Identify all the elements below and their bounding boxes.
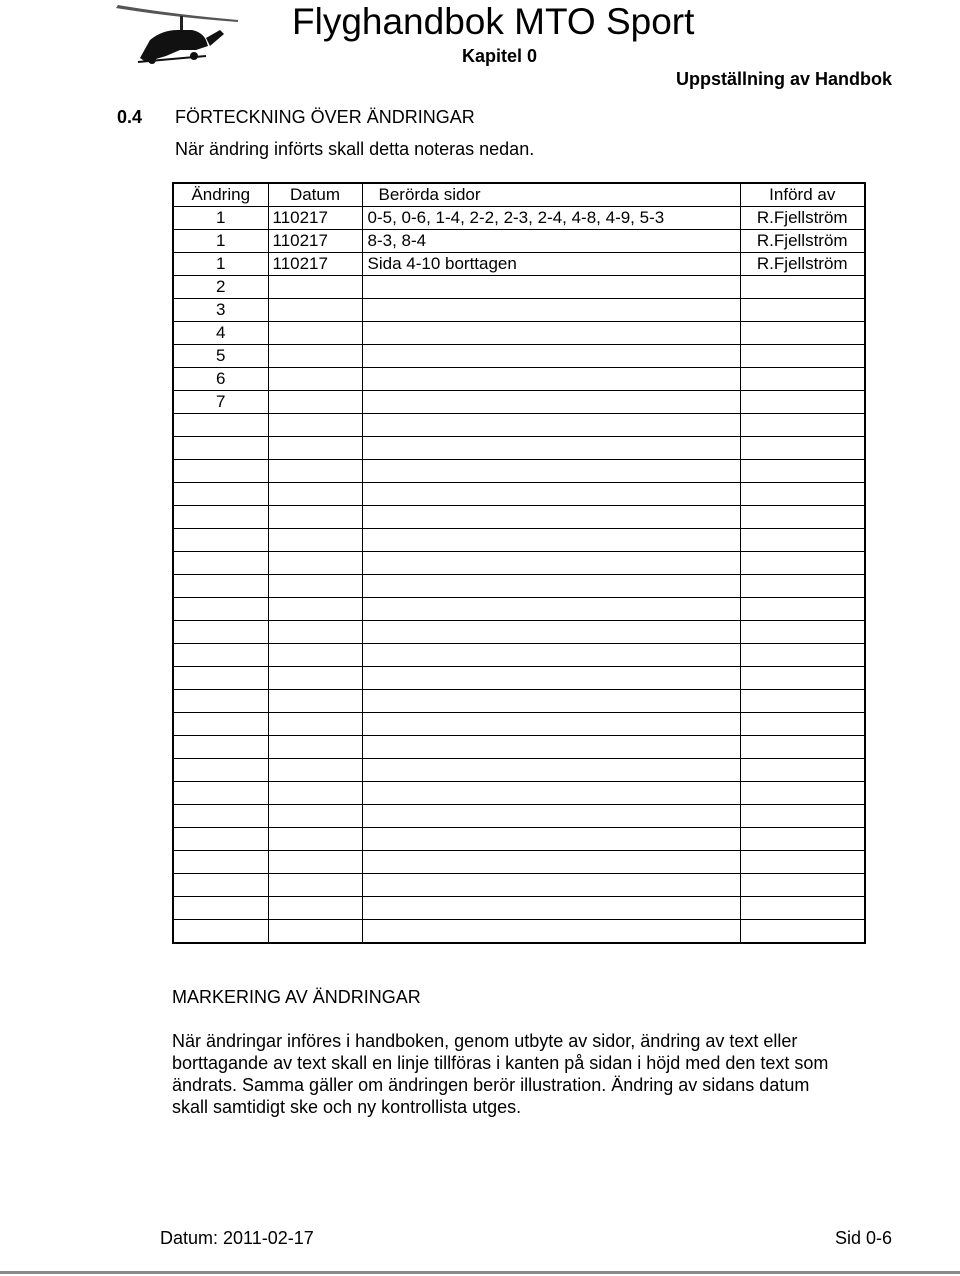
table-row — [173, 322, 865, 345]
column-header-pages: Berörda sidor — [362, 183, 740, 207]
marking-heading: MARKERING AV ÄNDRINGAR — [172, 987, 421, 1007]
column-header-date: Datum — [268, 183, 362, 207]
table-row — [173, 299, 865, 322]
footer-rule — [0, 1271, 960, 1274]
column-header-entered-by: Införd av — [740, 183, 865, 207]
empty-cell — [173, 552, 268, 575]
empty-cell — [740, 506, 865, 529]
empty-cell — [740, 667, 865, 690]
row-date — [268, 276, 362, 299]
empty-cell — [740, 414, 865, 437]
row-date — [268, 391, 362, 414]
row-change-number: 6 — [173, 368, 268, 391]
empty-cell — [362, 621, 740, 644]
row-pages — [362, 391, 740, 414]
empty-cell — [740, 598, 865, 621]
marking-line: skall samtidigt ske och ny kontrollista utges. — [172, 1097, 522, 1117]
change-log-table — [172, 182, 866, 944]
empty-cell — [362, 828, 740, 851]
row-change-number: 1 — [173, 207, 268, 230]
empty-cell — [362, 483, 740, 506]
empty-cell — [740, 897, 865, 920]
empty-cell — [173, 460, 268, 483]
table-row-empty — [173, 736, 865, 759]
row-date — [268, 345, 362, 368]
row-date: 110217 — [268, 230, 362, 253]
table-row-empty — [173, 437, 865, 460]
empty-cell — [268, 414, 362, 437]
table-row-empty — [173, 644, 865, 667]
chapter-label: Kapitel 0 — [462, 46, 538, 66]
table-row-empty — [173, 621, 865, 644]
empty-cell — [173, 828, 268, 851]
empty-cell — [173, 414, 268, 437]
section-subtitle: Uppställning av Handbok — [675, 69, 892, 89]
marking-line: När ändringar införes i handboken, genom utbyte av sidor, ändring av text eller — [172, 1031, 798, 1051]
empty-cell — [173, 874, 268, 897]
table-row — [173, 345, 865, 368]
row-date: 110217 — [268, 253, 362, 276]
empty-cell — [268, 690, 362, 713]
row-change-number: 2 — [173, 276, 268, 299]
table-row — [173, 391, 865, 414]
empty-cell — [173, 644, 268, 667]
empty-cell — [740, 828, 865, 851]
empty-cell — [173, 782, 268, 805]
empty-cell — [268, 851, 362, 874]
row-pages — [362, 299, 740, 322]
table-row — [173, 368, 865, 391]
table-row — [173, 253, 865, 276]
empty-cell — [268, 460, 362, 483]
empty-cell — [268, 713, 362, 736]
empty-cell — [362, 598, 740, 621]
empty-cell — [268, 920, 362, 944]
table-row-empty — [173, 805, 865, 828]
table-row-empty — [173, 713, 865, 736]
empty-cell — [268, 897, 362, 920]
table-row-empty — [173, 920, 865, 944]
empty-cell — [362, 759, 740, 782]
row-pages: 8-3, 8-4 — [362, 230, 740, 253]
empty-cell — [740, 644, 865, 667]
footer-page-number: Sid 0-6 — [834, 1228, 892, 1248]
table-row-empty — [173, 506, 865, 529]
empty-cell — [740, 713, 865, 736]
row-entered-by — [740, 299, 865, 322]
section-heading — [117, 105, 475, 129]
empty-cell — [740, 736, 865, 759]
table-row-empty — [173, 552, 865, 575]
empty-cell — [740, 575, 865, 598]
footer-date: Datum: 2011-02-17 — [160, 1228, 314, 1248]
empty-cell — [362, 736, 740, 759]
table-row-empty — [173, 759, 865, 782]
empty-cell — [173, 437, 268, 460]
row-entered-by — [740, 345, 865, 368]
row-date: 110217 — [268, 207, 362, 230]
empty-cell — [173, 598, 268, 621]
row-entered-by — [740, 368, 865, 391]
table-row-empty — [173, 598, 865, 621]
empty-cell — [268, 437, 362, 460]
table-header-row — [173, 183, 865, 207]
empty-cell — [740, 851, 865, 874]
row-entered-by — [740, 391, 865, 414]
empty-cell — [173, 736, 268, 759]
empty-cell — [173, 529, 268, 552]
table-row-empty — [173, 874, 865, 897]
row-date — [268, 322, 362, 345]
marking-line: ändrats. Samma gäller om ändringen berör illustration. Ändring av sidans datum — [172, 1075, 810, 1095]
table-body — [173, 207, 865, 944]
empty-cell — [268, 759, 362, 782]
empty-cell — [740, 621, 865, 644]
table-row — [173, 230, 865, 253]
section-number: 0.4 — [117, 107, 143, 127]
table-row-empty — [173, 483, 865, 506]
marking-line: borttagande av text skall en linje tillföras i kanten på sidan i höjd med den text som — [172, 1053, 829, 1073]
empty-cell — [740, 552, 865, 575]
empty-cell — [740, 529, 865, 552]
table-row-empty — [173, 460, 865, 483]
empty-cell — [362, 897, 740, 920]
row-change-number: 5 — [173, 345, 268, 368]
table-row — [173, 207, 865, 230]
empty-cell — [268, 621, 362, 644]
row-change-number: 1 — [173, 230, 268, 253]
empty-cell — [362, 874, 740, 897]
empty-cell — [173, 621, 268, 644]
empty-cell — [268, 828, 362, 851]
table-row-empty — [173, 897, 865, 920]
table-row-empty — [173, 575, 865, 598]
empty-cell — [173, 483, 268, 506]
row-change-number: 3 — [173, 299, 268, 322]
empty-cell — [740, 782, 865, 805]
row-date — [268, 368, 362, 391]
empty-cell — [740, 920, 865, 944]
empty-cell — [173, 575, 268, 598]
row-pages — [362, 368, 740, 391]
empty-cell — [268, 483, 362, 506]
table-row-empty — [173, 529, 865, 552]
empty-cell — [740, 437, 865, 460]
empty-cell — [362, 437, 740, 460]
row-pages: Sida 4-10 borttagen — [362, 253, 740, 276]
intro-text: När ändring införts skall detta noteras nedan. — [175, 139, 535, 159]
row-date — [268, 299, 362, 322]
table-row-empty — [173, 690, 865, 713]
row-pages — [362, 276, 740, 299]
empty-cell — [173, 851, 268, 874]
empty-cell — [173, 805, 268, 828]
empty-cell — [362, 506, 740, 529]
marking-paragraph — [172, 1030, 872, 1118]
empty-cell — [173, 759, 268, 782]
empty-cell — [173, 920, 268, 944]
empty-cell — [362, 667, 740, 690]
empty-cell — [740, 483, 865, 506]
empty-cell — [268, 552, 362, 575]
empty-cell — [362, 782, 740, 805]
row-entered-by — [740, 322, 865, 345]
table-row-empty — [173, 414, 865, 437]
empty-cell — [362, 414, 740, 437]
gyrocopter-logo-icon — [110, 0, 245, 70]
empty-cell — [740, 805, 865, 828]
row-pages: 0-5, 0-6, 1-4, 2-2, 2-3, 2-4, 4-8, 4-9, 5-3 — [362, 207, 740, 230]
row-pages — [362, 322, 740, 345]
row-pages — [362, 345, 740, 368]
empty-cell — [268, 506, 362, 529]
row-entered-by — [740, 276, 865, 299]
empty-cell — [362, 920, 740, 944]
empty-cell — [362, 690, 740, 713]
empty-cell — [268, 874, 362, 897]
row-entered-by: R.Fjellström — [740, 253, 865, 276]
empty-cell — [173, 690, 268, 713]
empty-cell — [268, 644, 362, 667]
empty-cell — [268, 598, 362, 621]
row-change-number: 4 — [173, 322, 268, 345]
empty-cell — [740, 874, 865, 897]
table-row-empty — [173, 828, 865, 851]
table-row-empty — [173, 667, 865, 690]
table-row — [173, 276, 865, 299]
empty-cell — [362, 851, 740, 874]
row-change-number: 7 — [173, 391, 268, 414]
empty-cell — [173, 506, 268, 529]
empty-cell — [362, 805, 740, 828]
document-title: Flyghandbok MTO Sport — [292, 1, 695, 42]
empty-cell — [268, 667, 362, 690]
row-change-number: 1 — [173, 253, 268, 276]
empty-cell — [740, 759, 865, 782]
empty-cell — [268, 575, 362, 598]
empty-cell — [173, 713, 268, 736]
table-row-empty — [173, 851, 865, 874]
empty-cell — [362, 460, 740, 483]
row-entered-by: R.Fjellström — [740, 207, 865, 230]
empty-cell — [362, 529, 740, 552]
empty-cell — [362, 552, 740, 575]
row-entered-by: R.Fjellström — [740, 230, 865, 253]
empty-cell — [173, 667, 268, 690]
column-header-change: Ändring — [173, 183, 268, 207]
empty-cell — [268, 529, 362, 552]
empty-cell — [740, 690, 865, 713]
section-title: FÖRTECKNING ÖVER ÄNDRINGAR — [175, 107, 475, 127]
empty-cell — [268, 782, 362, 805]
empty-cell — [362, 713, 740, 736]
empty-cell — [362, 644, 740, 667]
empty-cell — [173, 897, 268, 920]
empty-cell — [268, 736, 362, 759]
empty-cell — [740, 460, 865, 483]
table-row-empty — [173, 782, 865, 805]
empty-cell — [268, 805, 362, 828]
empty-cell — [362, 575, 740, 598]
